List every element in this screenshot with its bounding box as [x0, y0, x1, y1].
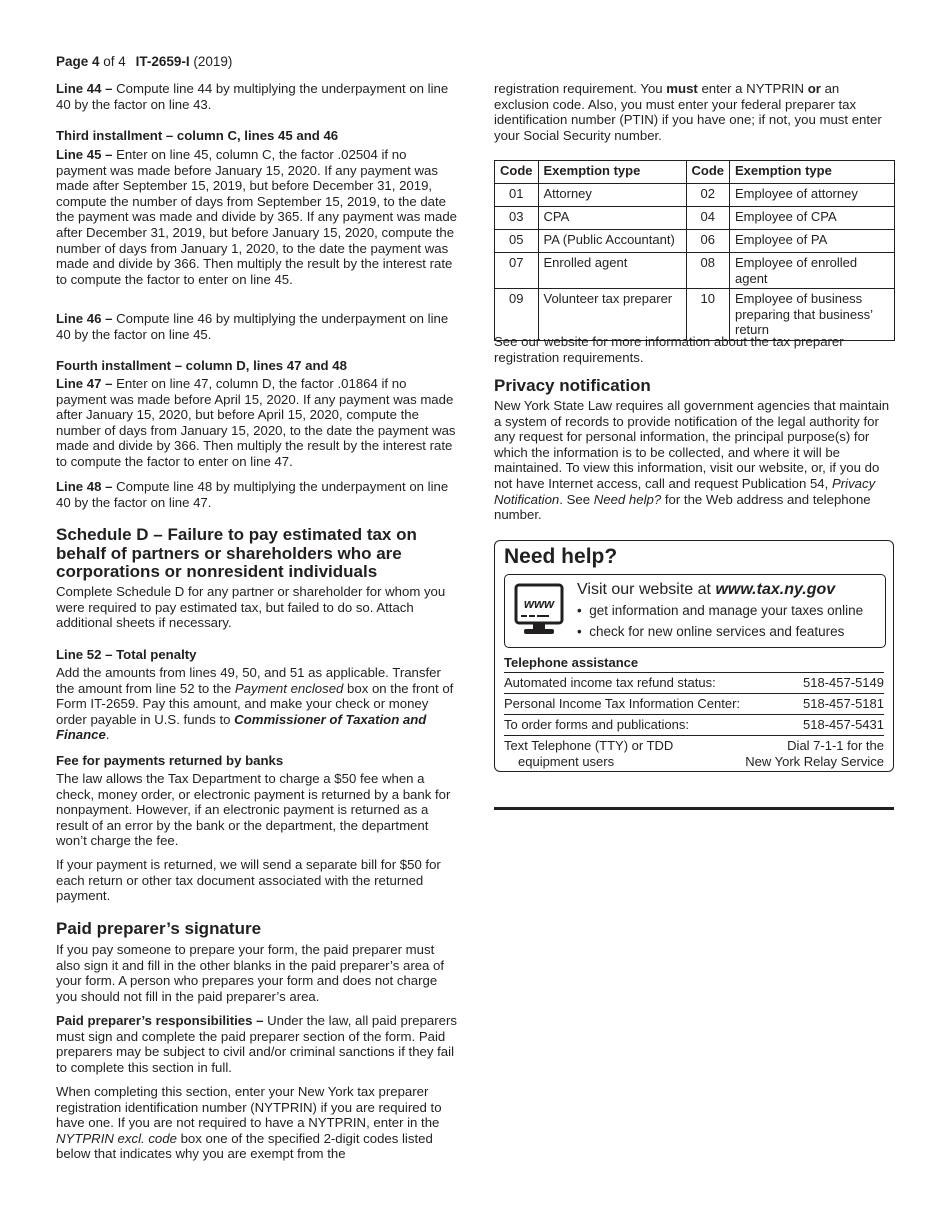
paid-preparer-text: If you pay someone to prepare your form, the paid preparer must also sign it and fill in the other blanks in the paid preparer’s area of your form. A person who prepares your form and does not charge you should not fill in the paid preparer’s area. — [56, 942, 445, 1004]
form-year: (2019) — [193, 54, 233, 69]
table-row — [495, 230, 895, 253]
website-bullet: • check for new online services and features — [577, 624, 845, 639]
schedule-d-text: Complete Schedule D for any partner or shareholder for whom you were required to pay estimated tax, but failed to do so. Attach additional sheets if necessary. — [56, 584, 446, 631]
third-installment-heading: Third installment – column C, lines 45 and 46 — [56, 128, 339, 143]
phone-label: To order forms and publications: — [504, 717, 689, 732]
form-number: IT-2659-I — [135, 54, 190, 69]
phone-number: 518-457-5149 — [803, 675, 884, 690]
website-heading: Visit our website at www.tax.ny.gov — [577, 581, 836, 598]
table-row — [495, 184, 895, 207]
www-icon-label: www — [523, 596, 555, 611]
computer-monitor-icon — [514, 583, 564, 637]
divider — [504, 693, 884, 694]
tty-label-2: equipment users — [518, 754, 615, 769]
website-box — [504, 574, 886, 648]
code-cell: 04 — [686, 207, 730, 230]
code-cell: 03 — [495, 207, 539, 230]
phone-row — [504, 696, 884, 712]
registration-continued: registration requirement. You must enter a NYTPRIN or an exclusion code. Also, you must enter your federal preparer tax identification number (PTIN) if you have one; if not, you must enter your Social Security number. — [494, 81, 882, 143]
tty-relay: Dial 7-1-1 for the New York Relay Service — [745, 738, 884, 769]
privacy-text: New York State Law requires all government agencies that maintain a system of records to provide notification of the legal authority for any request for personal information, the principal purpose(s) for which the information is to be collected, and where it will be maintained. To view this information, visit our website, or, if you do not have Internet access, call and request Publication 54, Privacy Notification. See Need help? for the Web address and telephone number. — [494, 398, 890, 523]
column-header: Exemption type — [538, 161, 686, 184]
code-cell: 09 — [495, 289, 539, 341]
page-number: Page 4 — [56, 54, 100, 69]
exemption-codes-table — [494, 160, 895, 341]
divider — [504, 714, 884, 715]
fourth-installment-heading: Fourth installment – column D, lines 47 and 48 — [56, 358, 347, 373]
table-row — [495, 207, 895, 230]
schedule-d-heading: Schedule D – Failure to pay estimated tax on behalf of partners or shareholders who are corporations or nonresident individuals — [56, 525, 417, 581]
exemption-cell: Employee of business preparing that business’ return — [730, 289, 895, 341]
need-help-title: Need help? — [504, 545, 618, 568]
divider — [504, 735, 884, 736]
code-cell: 02 — [686, 184, 730, 207]
page-header — [56, 54, 232, 69]
line46-paragraph: Line 46 – Compute line 46 by multiplying the underpayment on line 40 by the factor on line 45. — [56, 311, 449, 342]
line48-paragraph: Line 48 – Compute line 48 by multiplying the underpayment on line 40 by the factor on line 47. — [56, 479, 449, 510]
line44-paragraph: Line 44 – Compute line 44 by multiplying the underpayment on line 40 by the factor on line 43. — [56, 81, 449, 112]
code-cell: 01 — [495, 184, 539, 207]
table-row — [495, 289, 895, 341]
exemption-cell: PA (Public Accountant) — [538, 230, 686, 253]
phone-label: Personal Income Tax Information Center: — [504, 696, 741, 711]
column-header: Code — [686, 161, 730, 184]
fee-text-2: If your payment is returned, we will send a separate bill for $50 for each return or other tax document associated with the returned payment. — [56, 857, 441, 904]
phone-number: 518-457-5431 — [803, 717, 884, 732]
line52-heading: Line 52 – Total penalty — [56, 647, 197, 662]
fee-text: The law allows the Tax Department to charge a $50 fee when a check, money order, or electronic payment is returned by a bank for nonpayment. However, if an electronic payment is returned as a result of an error by the bank or the department, the department won’t charge the fee. — [56, 771, 451, 849]
exemption-cell: Attorney — [538, 184, 686, 207]
line45-paragraph: Line 45 – Enter on line 45, column C, the factor .02504 if no payment was made before January 15, 2020. If any payment was made after September 15, 2019, but before December 31, 2019, compute the number of days from September 15, 2019, to the date the payment was made and divide by 365. If any payment was made after December 31, 2019, but before January 15, 2020, compute the number of days from January 1, 2020, to the date the payment was made and divide by 366. Then multiply the result by the interest rate to compute the factor to enter on line 45. — [56, 147, 457, 287]
website-bullet: • get information and manage your taxes online — [577, 603, 864, 618]
exemption-cell: CPA — [538, 207, 686, 230]
line47-paragraph: Line 47 – Enter on line 47, column D, the factor .01864 if no payment was made before April 15, 2020. If any payment was made after January 15, 2020, but before April 15, 2020, compute the number of days from January 15, 2020, to the date the payment was made and divide by 366. Then multiply the result by the interest rate to compute the factor to enter on line 47. — [56, 376, 456, 469]
tty-row — [504, 738, 884, 770]
end-rule — [494, 807, 894, 810]
fee-heading: Fee for payments returned by banks — [56, 753, 284, 768]
exemption-cell: Employee of CPA — [730, 207, 895, 230]
preparer-responsibilities: Paid preparer’s responsibilities – Under the law, all paid preparers must sign and complete the paid preparer section of the form. Paid preparers may be subject to civil and/or criminal sanctions if they fail to complete this section in full. — [56, 1013, 457, 1075]
nytprin-paragraph: When completing this section, enter your New York tax preparer registration identification number (NYTPRIN) if you are required to have one. If you are not required to have a NYTPRIN, enter in the NYTPRIN excl. code box one of the specified 2-digit codes listed below that indicates why you are exempt from the — [56, 1084, 442, 1162]
phone-number: 518-457-5181 — [803, 696, 884, 711]
code-cell: 06 — [686, 230, 730, 253]
need-help-box — [494, 540, 894, 772]
column-header: Exemption type — [730, 161, 895, 184]
column-header: Code — [495, 161, 539, 184]
exemption-cell: Employee of enrolled agent — [730, 253, 895, 289]
table-header-row — [495, 161, 895, 184]
exemption-cell: Volunteer tax preparer — [538, 289, 686, 341]
tty-label: Text Telephone (TTY) or TDD — [504, 738, 674, 753]
exemption-cell: Employee of PA — [730, 230, 895, 253]
phone-row — [504, 717, 884, 733]
code-cell: 10 — [686, 289, 730, 341]
exemption-cell: Enrolled agent — [538, 253, 686, 289]
paid-preparer-heading: Paid preparer’s signature — [56, 919, 262, 938]
website-note: See our website for more information about the tax preparer registration requirements. — [494, 334, 844, 365]
page-total: of 4 — [103, 54, 126, 69]
exemption-cell: Employee of attorney — [730, 184, 895, 207]
code-cell: 08 — [686, 253, 730, 289]
privacy-heading: Privacy notification — [494, 376, 651, 395]
divider — [504, 672, 884, 673]
code-cell: 05 — [495, 230, 539, 253]
line52-paragraph: Add the amounts from lines 49, 50, and 51 as applicable. Transfer the amount from line 52 to the Payment enclosed box on the front of Form IT-2659. Pay this amount, and make your check or money order payable in U.S. funds to Commissioner of Taxation and Finance. — [56, 665, 454, 743]
website-link[interactable]: www.tax.ny.gov — [715, 581, 836, 598]
phone-row — [504, 675, 884, 691]
phone-label: Automated income tax refund status: — [504, 675, 716, 690]
code-cell: 07 — [495, 253, 539, 289]
table-row — [495, 253, 895, 289]
telephone-assistance-title: Telephone assistance — [504, 655, 639, 670]
